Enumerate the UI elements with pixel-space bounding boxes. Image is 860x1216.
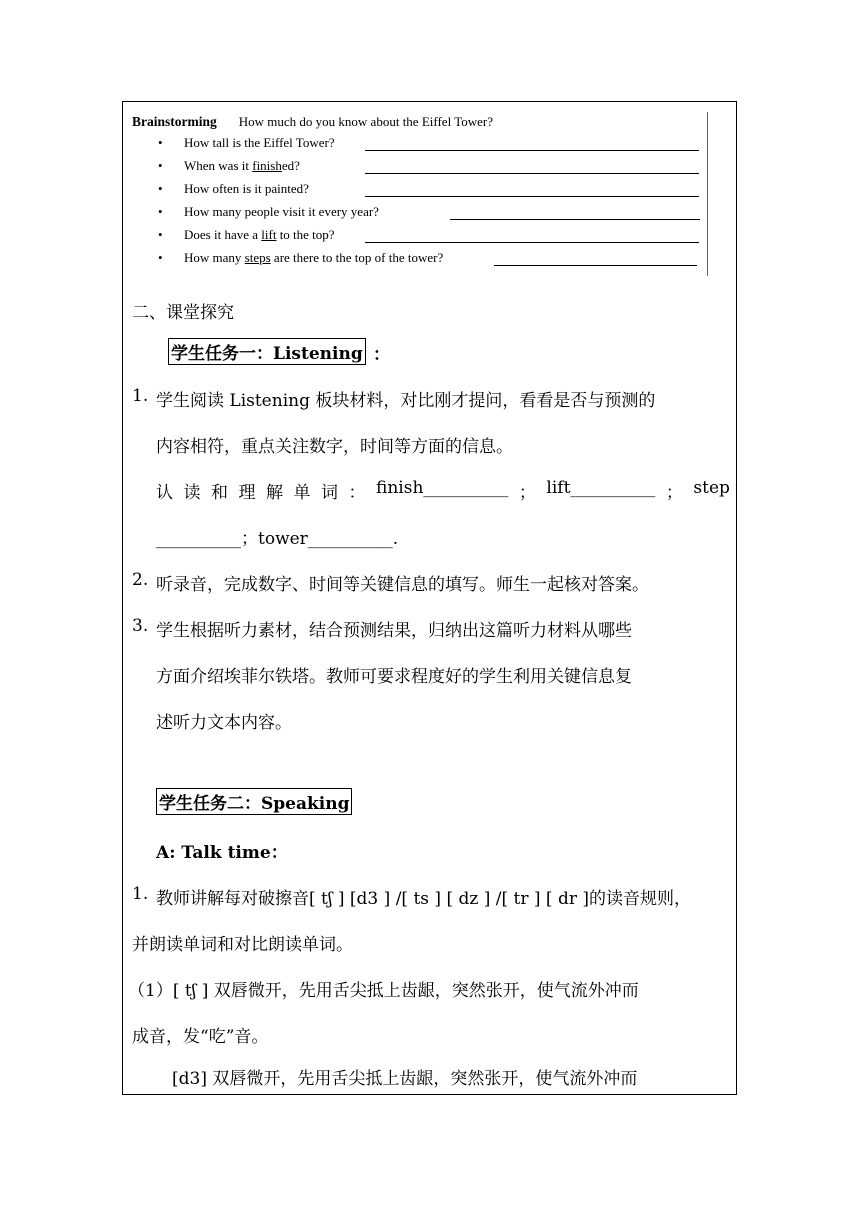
vocab-token: ； xyxy=(665,483,683,503)
speaking-item1-number: 1. xyxy=(132,884,149,904)
vocab-token: ： xyxy=(348,483,366,503)
vocab-line2: __________；tower__________. xyxy=(156,529,399,549)
vocab-token: lift__________ xyxy=(546,478,656,498)
answer-blank xyxy=(365,173,699,174)
bullet-icon: • xyxy=(158,204,163,219)
item2-line1: 听录音，完成数字、时间等关键信息的填写。师生一起核对答案。 xyxy=(156,575,649,595)
vocab-token: 词 xyxy=(321,483,338,503)
vocab-token: 读 xyxy=(183,483,201,503)
brainstorm-question-row xyxy=(132,250,702,268)
bullet-icon: • xyxy=(158,250,163,265)
brainstorm-question-row xyxy=(132,181,702,199)
bullet-icon: • xyxy=(158,227,163,242)
brainstorm-question-text: How often is it painted? xyxy=(184,181,309,196)
brainstorm-question-text: When was it finished? xyxy=(184,158,300,173)
brainstorm-panel xyxy=(132,112,710,277)
brainstorm-question: How much do you know about the Eiffel Tower? xyxy=(238,114,493,129)
vocab-token: 理 xyxy=(238,483,256,503)
brainstorm-question-row xyxy=(132,135,702,153)
speaking-item1-line2: 并朗读单词和对比朗读单词。 xyxy=(132,935,353,955)
brainstorm-question-text: How tall is the Eiffel Tower? xyxy=(184,135,335,150)
item3-line3: 述听力文本内容。 xyxy=(156,713,292,733)
task1-label: 学生任务一：Listening xyxy=(168,338,366,365)
brainstorm-question-row xyxy=(132,204,702,222)
brainstorm-question-row xyxy=(132,227,702,245)
vocab-token: 单 xyxy=(293,483,311,503)
task1-colon: ： xyxy=(373,345,390,365)
task2-label: 学生任务二：Speaking xyxy=(156,788,352,815)
item1-number: 1. xyxy=(132,386,149,406)
vocab-token: 和 xyxy=(211,483,228,503)
vocab-token: step xyxy=(693,478,730,498)
answer-blank xyxy=(365,196,699,197)
answer-blank xyxy=(450,219,700,220)
item2-number: 2. xyxy=(132,570,149,590)
answer-blank xyxy=(494,265,697,266)
vocab-token: 认 xyxy=(156,483,173,503)
item3-line2: 方面介绍埃菲尔铁塔。教师可要求程度好的学生利用关键信息复 xyxy=(156,667,632,687)
vocab-line1 xyxy=(156,478,730,503)
panel-edge-line xyxy=(707,112,708,276)
vocab-token: ； xyxy=(518,483,536,503)
underlined-keyword: lift xyxy=(261,227,277,242)
brainstorm-question-text: How many steps are there to the top of the tower? xyxy=(184,250,444,265)
brainstorm-question-row xyxy=(132,158,702,176)
answer-blank xyxy=(365,150,699,151)
phonics-para1-line2: 成音，发“吃”音。 xyxy=(132,1027,269,1047)
answer-blank xyxy=(365,242,699,243)
section-heading: 二、课堂探究 xyxy=(132,303,234,323)
vocab-token: 解 xyxy=(266,483,283,503)
item1-line1: 学生阅读 Listening 板块材料，对比刚才提问，看看是否与预测的 xyxy=(156,391,656,411)
underlined-keyword: steps xyxy=(244,250,271,265)
phonics-para1-line1: （1）[ tʃ ] 双唇微开，先用舌尖抵上齿龈，突然张开，使气流外冲而 xyxy=(128,981,639,1001)
speaking-item1-line1: 教师讲解每对破擦音[ tʃ ] [d3 ] /[ ts ] [ dz ] /[ tr ] [ dr ]的读音规则， xyxy=(156,889,692,909)
item3-line1: 学生根据听力素材，结合预测结果，归纳出这篇听力材料从哪些 xyxy=(156,621,632,641)
underlined-keyword: finish xyxy=(252,158,282,173)
bullet-icon: • xyxy=(158,158,163,173)
bullet-icon: • xyxy=(158,181,163,196)
brainstorm-title-row xyxy=(132,114,493,130)
talk-time-heading: A: Talk time： xyxy=(156,843,288,863)
item1-line2: 内容相符，重点关注数字，时间等方面的信息。 xyxy=(156,437,513,457)
brainstorm-title: Brainstorming xyxy=(132,114,217,129)
vocab-token: finish__________ xyxy=(376,478,509,498)
brainstorm-question-text: Does it have a lift to the top? xyxy=(184,227,335,242)
brainstorm-question-text: How many people visit it every year? xyxy=(184,204,379,219)
bullet-icon: • xyxy=(158,135,163,150)
phonics-para2-line1: [d3] 双唇微开，先用舌尖抵上齿龈，突然张开，使气流外冲而 xyxy=(172,1069,638,1089)
item3-number: 3. xyxy=(132,616,149,636)
